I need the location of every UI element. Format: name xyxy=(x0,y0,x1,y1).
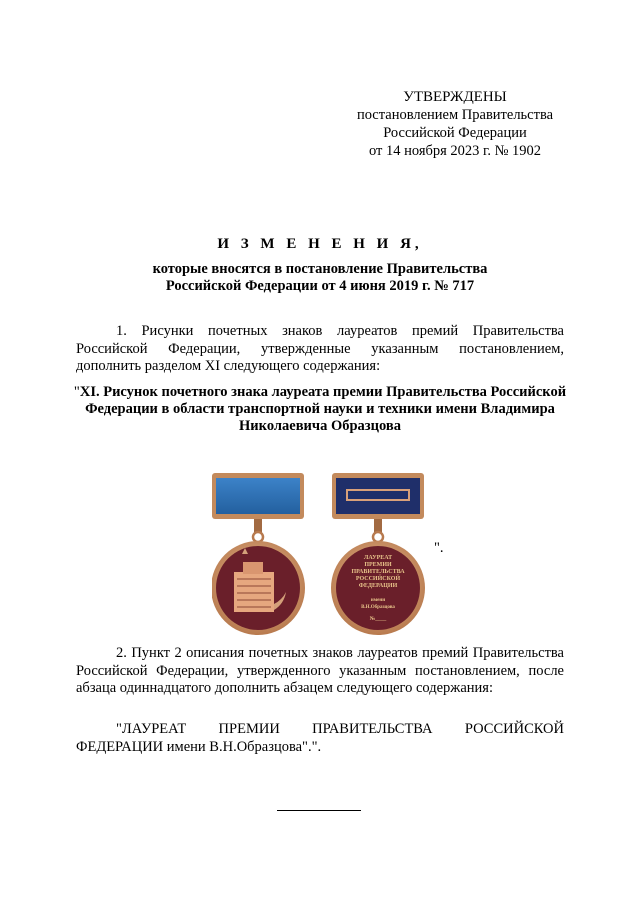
back-text-1: ЛАУРЕАТ xyxy=(363,555,393,561)
approval-line-2: постановлением Правительства xyxy=(356,107,554,123)
medal-images xyxy=(212,470,452,640)
subtitle-line-2: Российской Федерации от 4 июня 2019 г. № 717 xyxy=(165,278,475,294)
back-text-4: РОССИЙСКОЙ xyxy=(355,576,401,582)
medal-front xyxy=(212,473,305,635)
medal-illustration xyxy=(212,470,452,640)
back-ring xyxy=(373,532,383,542)
paragraph-2: 2. Пункт 2 описания почетных знаков лауреатов премий Правительства Российской Федерации, утвержденного указанным постановлением, после абзаца одиннадцатого дополнить абзацем следующего содержания: xyxy=(76,645,564,696)
paragraph-1: 1. Рисунки почетных знаков лауреатов премий Правительства Российской Федерации, утвержденные указанным постановлением, дополнить разделом XI следующего содержания: xyxy=(76,323,564,374)
back-text-5: ФЕДЕРАЦИИ xyxy=(358,583,398,589)
quote-close: ". xyxy=(434,540,444,556)
end-rule xyxy=(277,810,361,811)
back-text-8: №____ xyxy=(369,616,387,622)
section-heading-text: XI. Рисунок почетного знака лауреата премии Правительства Российской Федерации в области транспортной науки и техники имени Владимира Николаевича Образцова xyxy=(79,384,567,434)
back-text-6: имени xyxy=(370,598,386,603)
back-text-3: ПРАВИТЕЛЬСТВА xyxy=(351,569,405,575)
front-ribbon xyxy=(216,478,300,514)
paragraph-3: "ЛАУРЕАТ ПРЕМИИ ПРАВИТЕЛЬСТВА РОССИЙСКОЙ ФЕДЕРАЦИИ имени В.Н.Образцова".". xyxy=(76,721,564,755)
back-text-2: ПРЕМИИ xyxy=(364,562,392,568)
document-subtitle xyxy=(60,261,580,295)
approval-header: УТВЕРЖДЕНЫ xyxy=(403,89,507,105)
approval-line-3: Российской Федерации xyxy=(383,125,527,141)
document-title: И З М Е Н Е Н И Я, xyxy=(217,236,423,252)
back-plate xyxy=(336,478,420,514)
approval-line-4: от 14 ноября 2023 г. № 1902 xyxy=(368,143,542,159)
front-tower xyxy=(243,562,263,574)
back-text-7: В.Н.Образцова xyxy=(361,605,395,610)
front-ring xyxy=(253,532,263,542)
section-quote-open: " xyxy=(73,384,80,400)
medal-back xyxy=(331,473,425,635)
subtitle-line-1: которые вносятся в постановление Правительства xyxy=(152,261,488,277)
section-heading xyxy=(60,384,580,435)
approval-block xyxy=(330,88,580,160)
